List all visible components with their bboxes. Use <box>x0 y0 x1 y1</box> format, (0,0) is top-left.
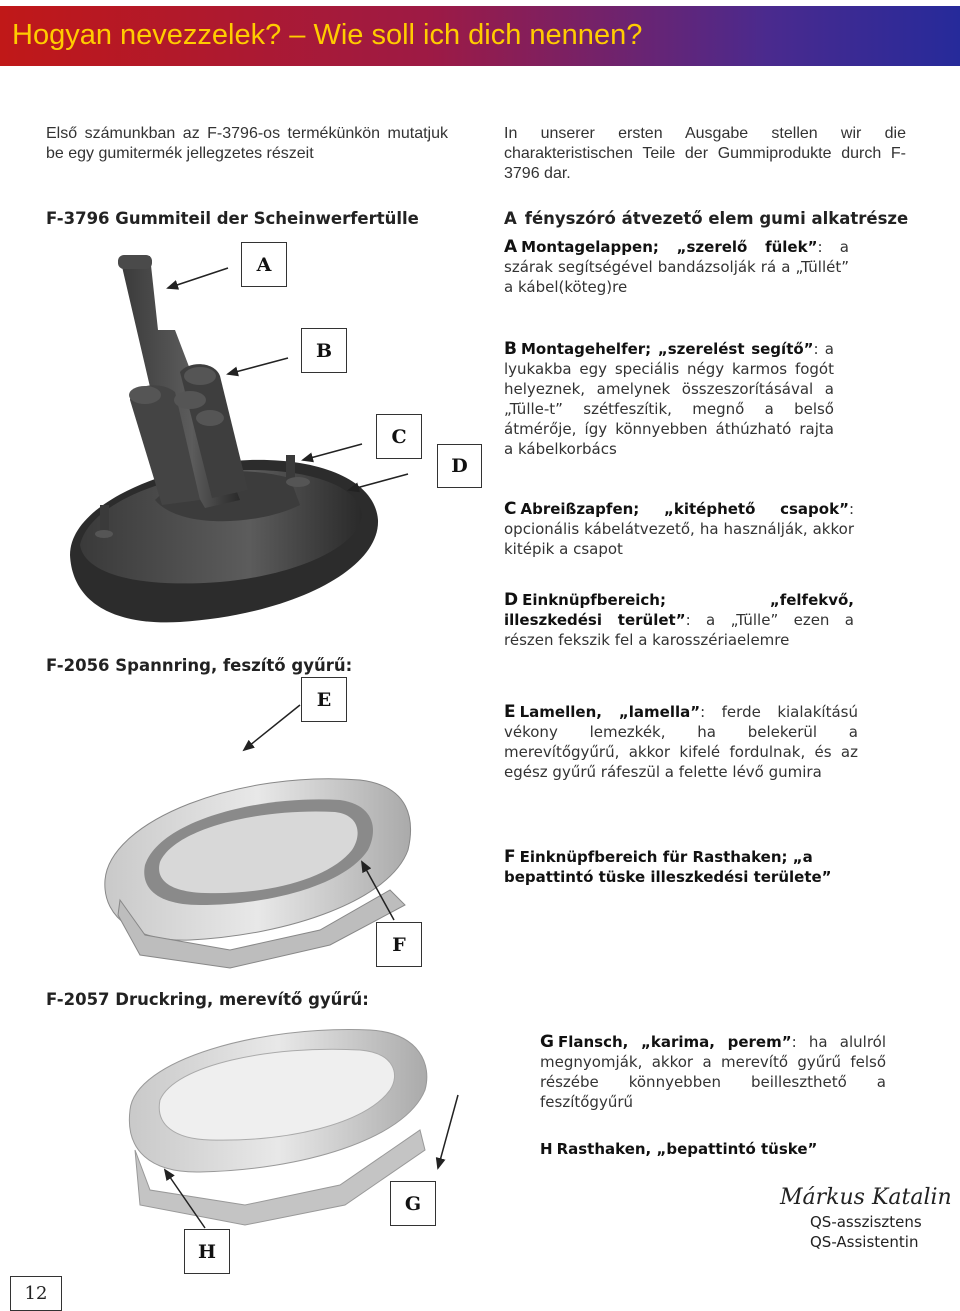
label-box-f: F <box>376 922 422 967</box>
arrow-g <box>438 1095 458 1168</box>
arrow-b <box>228 358 288 374</box>
item-g <box>540 1032 886 1112</box>
pressure-ring-illustration <box>129 1030 426 1225</box>
item-g-desc: : ha alulról megnyomják, akkor a merevítő gyűrű felső részébe könnyebben beilleszthető a feszítőgyűrű <box>540 1033 886 1111</box>
page-title: Hogyan nevezzelek? – Wie soll ich dich nennen? <box>12 19 643 51</box>
item-b-desc: : a lyukakba egy speciális négy karmos fogót helyeznek, amelynek összeszorításával a „Tülle-t” szétfeszítik, megnő a belső átmérője, így könnyebben áthúzható rajta a kábelkorbács <box>504 340 835 458</box>
item-h-term: Rasthaken, „bepattintó tüske” <box>556 1140 818 1158</box>
item-b-letter: B <box>504 339 517 359</box>
item-g-letter: G <box>540 1032 554 1052</box>
label-box-a: A <box>241 242 287 287</box>
item-d-term: Einknüpfbereich; „felfekvő, illeszkedési terület” <box>504 591 854 629</box>
tension-ring-illustration <box>105 779 411 968</box>
heading-f3796: F-3796 Gummiteil der Scheinwerfertülle <box>46 209 419 228</box>
item-f <box>504 847 878 887</box>
item-f-term: Einknüpfbereich für Rasthaken <box>519 848 782 866</box>
item-a-desc: : a szárak segítségével bandázsolják rá a „Tüllét” a kábel(köteg)re <box>504 238 849 296</box>
label-box-e: E <box>301 677 347 722</box>
label-box-g: G <box>390 1181 436 1226</box>
item-e-desc: : ferde kialakítású vékony lemezkék, ha belekerül a merevítőgyűrű, akkor kifelé fordulnak, és az egész gyűrű ráfeszül a felette lévő gumira <box>504 703 858 781</box>
item-c-letter: C <box>504 499 517 519</box>
item-b-term: Montagehelfer; „szerelést segítő” <box>520 340 814 358</box>
item-e-term: Lamellen, „lamella” <box>519 703 701 721</box>
signature-role-de: QS-Assistentin <box>810 1233 919 1251</box>
intro-hu: Első számunkban az F-3796-os termékünkön mutatjuk be egy gumitermék jellegzetes részeit <box>46 125 448 162</box>
arrow-e <box>244 705 300 750</box>
label-box-c: C <box>376 414 422 459</box>
signature-name: Márkus Katalin <box>780 1185 952 1210</box>
item-d-desc: : a „Tülle” ezen a részen fekszik fel a karosszériaelemre <box>504 611 854 649</box>
item-c-desc: : opcionális kábelátvezető, ha használják, akkor kitépik a csapot <box>504 500 854 558</box>
item-d-letter: D <box>504 590 519 610</box>
intro-de: In unserer ersten Ausgabe stellen wir die charakteristischen Teile der Gummiprodukte durch F-3796 dar. <box>504 125 906 182</box>
item-e <box>504 702 858 782</box>
grommet-illustration <box>70 255 378 622</box>
heading-f2057: F-2057 Druckring, merevítő gyűrű: <box>46 990 369 1009</box>
item-f-desc: ; „a bepattintó tüske illeszkedési területe” <box>504 848 832 886</box>
item-d <box>504 590 854 650</box>
label-box-d: D <box>437 444 482 488</box>
arrow-d <box>349 474 408 490</box>
item-g-term: Flansch, „karima, perem” <box>557 1033 792 1051</box>
label-box-h: H <box>184 1229 230 1274</box>
item-f-letter: F <box>504 847 516 867</box>
item-h-letter: H <box>540 1140 553 1158</box>
item-a-term: Montagelappen; „szerelő fülek” <box>521 238 818 256</box>
heading-f2056: F-2056 Spannring, feszítő gyűrű: <box>46 656 353 675</box>
arrow-c <box>303 444 362 460</box>
item-b <box>504 339 834 459</box>
heading-f3796-hu-text: fényszóró átvezető elem gumi alkatrésze <box>524 209 909 228</box>
item-a-letter: A <box>504 237 518 257</box>
item-e-letter: E <box>504 702 516 722</box>
signature-role-hu: QS-asszisztens <box>810 1213 922 1231</box>
arrow-a <box>168 268 228 288</box>
page-number: 12 <box>10 1276 62 1311</box>
heading-letter-a: A <box>504 209 517 228</box>
item-a <box>504 237 849 297</box>
item-c-term: Abreißzapfen; „kitéphető csapok” <box>520 500 849 518</box>
label-box-b: B <box>301 328 347 373</box>
item-h <box>540 1139 886 1159</box>
item-c <box>504 499 854 559</box>
